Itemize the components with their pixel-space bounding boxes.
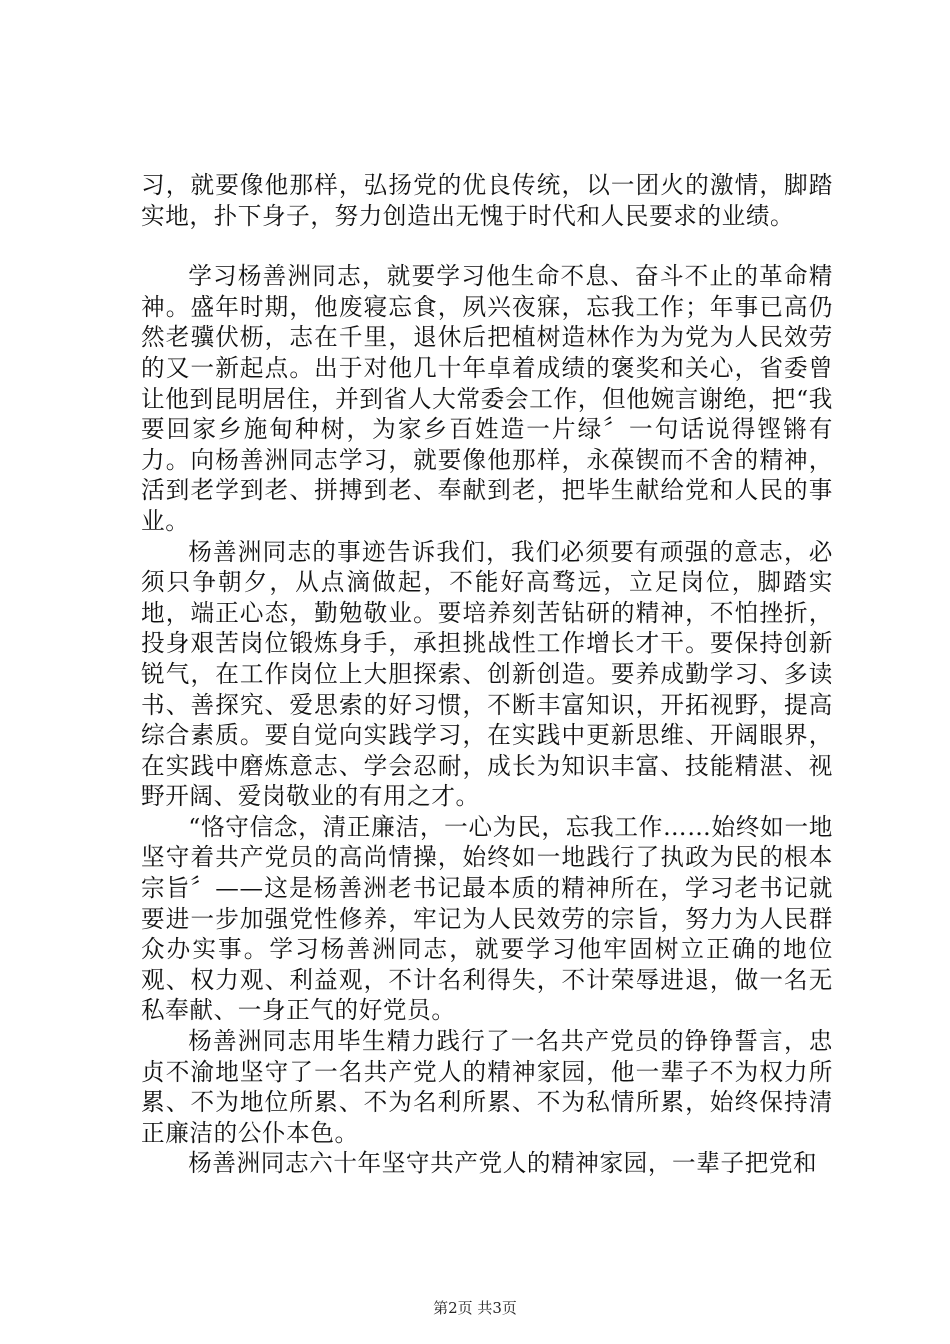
paragraph-3: 杨善洲同志的事迹告诉我们，我们必须要有顽强的意志，必须只争朝夕，从点滴做起，不能好高骛远，立足岗位，脚踏实地，端正心态，勤勉敬业。要培养刻苦钻研的精神，不怕挫折，投身艰苦岗位锻炼身手，承担挑战性工作增长才干。要保持创新锐气，在工作岗位上大胆探索、创新创造。要养成勤学习、多读书、善探究、爱思索的好习惯，不断丰富知识，开拓视野，提高综合素质。要自觉向实践学习，在实践中更新思维、开阔眼界，在实践中磨炼意志、学会忍耐，成长为知识丰富、技能精湛、视野开阔、爱岗敬业的有用之才。 <box>141 537 833 811</box>
paragraph-4: “恪守信念，清正廉洁，一心为民，忘我工作……始终如一地坚守着共产党员的高尚情操，始终如一地践行了执政为民的根本宗旨〞——这是杨善洲老书记最本质的精神所在，学习老书记就要进一步加强党性修养，牢记为人民效劳的宗旨，努力为人民群众办实事。学习杨善洲同志，就要学习他牢固树立正确的地位观、权力观、利益观，不计名利得失，不计荣辱进退，做一名无私奉献、一身正气的好党员。 <box>141 812 833 1025</box>
document-body <box>141 170 833 1179</box>
paragraph-6: 杨善洲同志六十年坚守共产党人的精神家园，一辈子把党和 <box>188 1149 818 1178</box>
paragraph-2: 学习杨善洲同志，就要学习他生命不息、奋斗不止的革命精神。盛年时期，他废寝忘食，夙兴夜寐，忘我工作；年事已高仍然老骥伏枥，志在千里，退休后把植树造林作为为党为人民效劳的又一新起点。出于对他几十年卓着成绩的褒奖和关心，省委曾让他到昆明居住，并到省人大常委会工作，但他婉言谢绝，把“我要回家乡施甸种树，为家乡百姓造一片绿〞一句话说得铿锵有力。向杨善洲同志学习，就要像他那样，永葆锲而不舍的精神，活到老学到老、拼搏到老、奉献到老，把毕生献给党和人民的事业。 <box>141 262 833 535</box>
paragraph-5: 杨善洲同志用毕生精力践行了一名共产党员的铮铮誓言，忠贞不渝地坚守了一名共产党人的精神家园，他一辈子不为权力所累、不为地位所累、不为名利所累、不为私情所累，始终保持清正廉洁的公仆本色。 <box>141 1027 833 1147</box>
paragraph-1: 习，就要像他那样，弘扬党的优良传统，以一团火的激情，脚踏实地，扑下身子，努力创造出无愧于时代和人民要求的业绩。 <box>141 171 833 230</box>
page-number-footer: 第2页 共3页 <box>433 1299 517 1317</box>
